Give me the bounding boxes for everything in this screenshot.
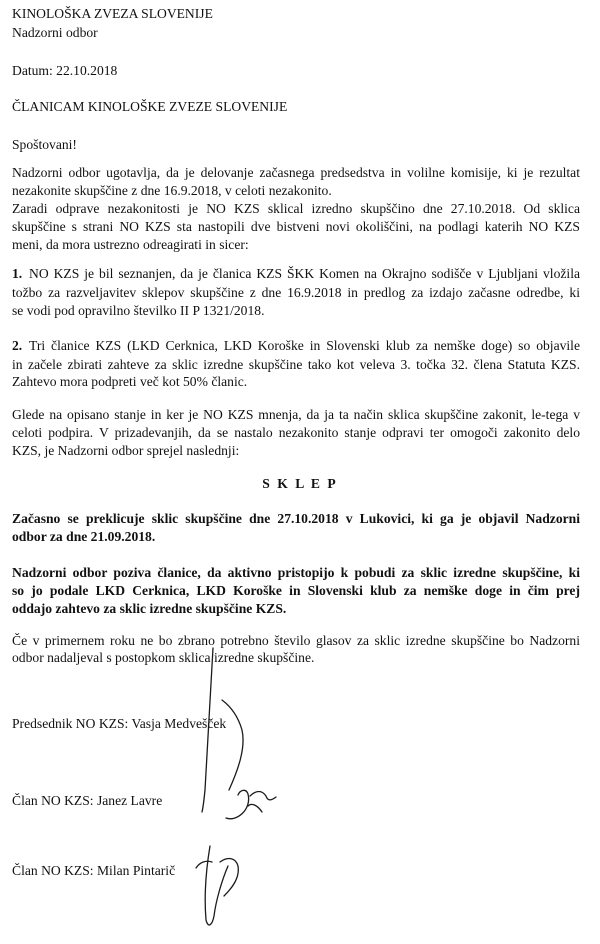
- sklep2-line: so jo podale LKD Cerknica, LKD Koroške in Slovenski klub za nemške doge in čim prej: [12, 583, 580, 598]
- signature-stroke: [248, 804, 262, 812]
- signatory-member: Član NO KZS: Milan Pintarič: [12, 863, 176, 878]
- point1-line: NO KZS je bil seznanjen, da je članica KZS ŠKK Komen na Okrajno sodišče v Ljubljani vložila: [29, 266, 580, 281]
- para3-line: KZS, je Nadzorni odbor sprejel naslednji:: [12, 443, 240, 458]
- signatory-president: Predsednik NO KZS: Vasja Medvešček: [12, 716, 227, 731]
- point2-line: Tri članice KZS (LKD Cerknica, LKD Koroške in Slovenski klub za nemške doge) so objavile: [29, 338, 580, 353]
- point2-number: 2.: [12, 338, 23, 353]
- date-line: Datum: 22.10.2018: [12, 63, 118, 78]
- para2-line: Zaradi odprave nezakonitosti je NO KZS sklical izredno skupščino dne 27.10.2018. Od sklica: [12, 201, 580, 216]
- signatory-member: Član NO KZS: Janez Lavre: [12, 793, 163, 808]
- sklep-title: S K L E P: [262, 476, 338, 491]
- salutation: Spoštovani!: [12, 137, 77, 152]
- signature-stroke: [222, 700, 243, 790]
- sklep2-line: oddajo zahtevo za sklic izredne skupščine KZS.: [12, 601, 287, 616]
- signature-stroke: [250, 792, 276, 800]
- point2-line: in začele zbirati zahteve za sklic izredne skupščine tako kot veleva 3. točka 32. člena Statuta KZS.: [12, 357, 580, 372]
- signature-stroke: [226, 790, 249, 818]
- signature-stroke: [205, 846, 228, 925]
- point1-number: 1.: [12, 266, 23, 281]
- point2-line: Zahtevo mora podpreti več kot 50% članic.: [12, 374, 248, 389]
- signature-stroke: [196, 861, 212, 868]
- para3-line: celoti podpira. V prizadevanjih, da se nastalo nezakonito stanje odpravi ter omogoči zakonito delo: [12, 425, 580, 440]
- para3-line: Glede na opisano stanje in ker je NO KZS mnenja, da ja ta način sklica skupščine zakonit, le-tega v: [12, 407, 580, 422]
- addressee: ČLANICAM KINOLOŠKE ZVEZE SLOVENIJE: [12, 99, 288, 114]
- para1-line: Nadzorni odbor ugotavlja, da je delovanje začasnega predsedstva in volilne komisije, ki je rezultat: [12, 165, 580, 180]
- para2-line: skupščine s strani NO KZS sta nastopili dve bistveni novi okoliščini, na podlagi katerih NO KZS: [12, 219, 580, 234]
- signature-stroke: [220, 859, 238, 896]
- org-name: KINOLOŠKA ZVEZA SLOVENIJE: [12, 6, 213, 21]
- para1-line: nezakonite skupščine z dne 16.9.2018, v celoti nezakonito.: [12, 183, 332, 198]
- sklep1-line: Začasno se preklicuje sklic skupščine dne 27.10.2018 v Lukovici, ki ga je objavil Nadzorni: [12, 511, 580, 526]
- para4-line: odbor nadaljeval s postopkom sklica izredne skupščine.: [12, 650, 315, 665]
- sklep2-line: Nadzorni odbor poziva članice, da aktivno pristopijo k pobudi za sklic izredne skupščine, ki: [12, 565, 580, 580]
- point1-line: se vodi pod opravilno številko II P 1321/2018.: [12, 303, 265, 318]
- point1-line: tožbo za razveljavitev sklepov skupščine z dne 16.9.2018 in predlog za izdajo začasne odredbe, ki: [12, 285, 580, 300]
- para4-line: Če v primernem roku ne bo zbrano potrebno število glasov za sklic izredne skupščine bo Nadzorni: [12, 633, 580, 648]
- para2-line: meni, da mora ustrezno odreagirati in sicer:: [12, 237, 249, 252]
- sklep1-line: odbor za dne 21.09.2018.: [12, 529, 156, 544]
- body-name: Nadzorni odbor: [12, 25, 98, 40]
